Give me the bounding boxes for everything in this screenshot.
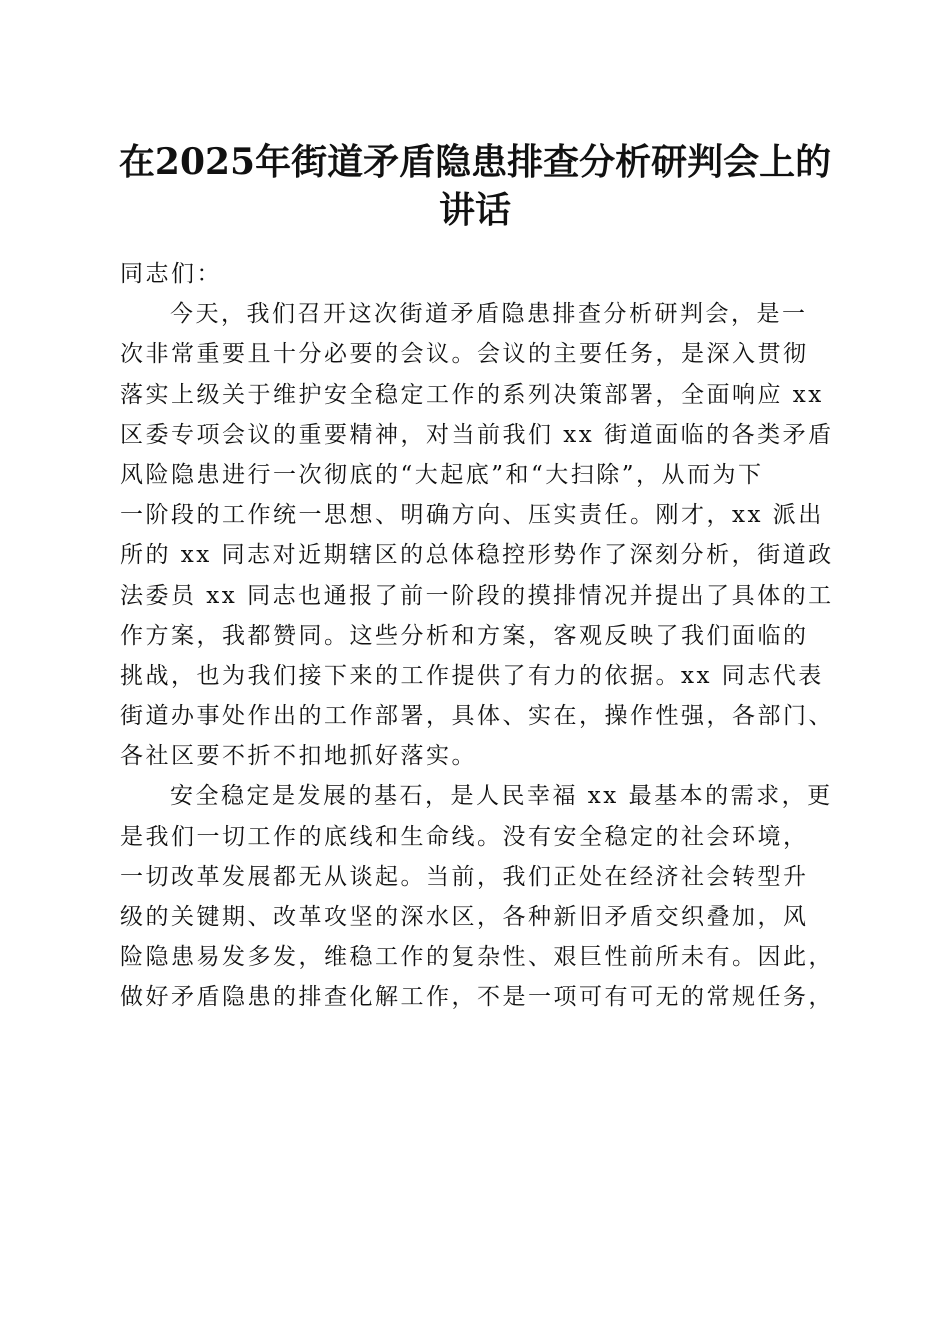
paragraph-line: 落实上级关于维护安全稳定工作的系列决策部署，全面响应 xx	[120, 381, 824, 408]
paragraph-line: 挑战，也为我们接下来的工作提供了有力的依据。xx 同志代表	[120, 662, 824, 689]
paragraph-line: 街道办事处作出的工作部署，具体、实在，操作性强，各部门、	[120, 703, 834, 730]
paragraph-line: 次非常重要且十分必要的会议。会议的主要任务，是深入贯彻	[120, 341, 809, 368]
paragraph-line: 安全稳定是发展的基石，是人民幸福 xx 最基本的需求，更	[170, 783, 833, 810]
paragraph-line: 各社区要不折不扣地抓好落实。	[120, 743, 477, 770]
document-body	[120, 254, 855, 1018]
paragraph-line: 险隐患易发多发，维稳工作的复杂性、艰巨性前所未有。因此，	[120, 944, 834, 971]
paragraph-line: 是我们一切工作的底线和生命线。没有安全稳定的社会环境，	[120, 823, 809, 850]
paragraph-line: 区委专项会议的重要精神，对当前我们 xx 街道面临的各类矛盾	[120, 421, 834, 448]
title-line-1: 在2025年街道矛盾隐患排查分析研判会上的	[118, 141, 832, 183]
paragraph-line: 今天，我们召开这次街道矛盾隐患排查分析研判会，是一	[170, 301, 808, 328]
paragraph-line: 一阶段的工作统一思想、明确方向、压实责任。刚才，xx 派出	[120, 502, 824, 529]
paragraph-2	[120, 776, 855, 1017]
paragraph-line: 作方案，我都赞同。这些分析和方案，客观反映了我们面临的	[120, 622, 809, 649]
paragraph-line: 一切改革发展都无从谈起。当前，我们正处在经济社会转型升	[120, 863, 809, 890]
paragraph-line: 风险隐患进行一次彻底的“大起底”和“大扫除”，从而为下	[120, 461, 764, 488]
paragraph-line: 所的 xx 同志对近期辖区的总体稳控形势作了深刻分析，街道政	[120, 542, 834, 569]
paragraph-line: 级的关键期、改革攻坚的深水区，各种新旧矛盾交织叠加，风	[120, 904, 809, 930]
document-title	[100, 138, 850, 234]
paragraph-line: 法委员 xx 同志也通报了前一阶段的摸排情况并提出了具体的工	[120, 582, 834, 609]
salutation: 同志们：	[120, 261, 222, 287]
title-line-2: 讲话	[438, 189, 511, 231]
paragraph-1	[120, 294, 855, 776]
paragraph-line: 做好矛盾隐患的排查化解工作，不是一项可有可无的常规任务，	[120, 984, 834, 1011]
